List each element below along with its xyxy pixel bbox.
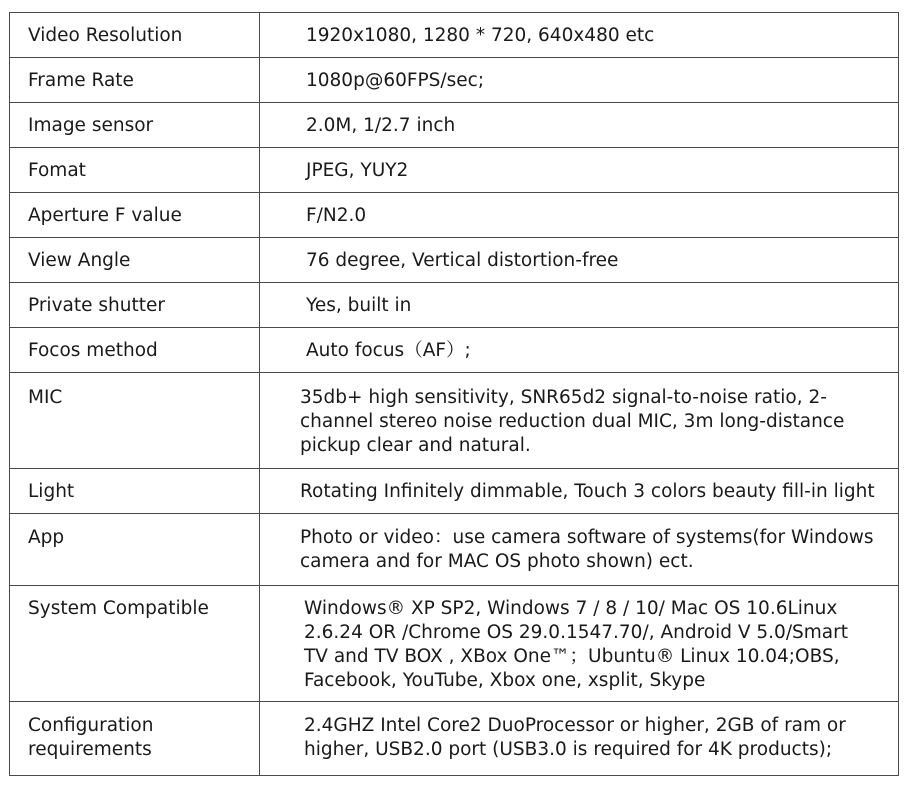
spec-label-cell — [10, 702, 260, 776]
spec-label-cell — [10, 469, 260, 514]
spec-value-cell — [260, 103, 899, 148]
table-row — [10, 514, 899, 586]
spec-label-cell — [10, 13, 260, 58]
spec-value-cell — [260, 514, 899, 586]
spec-label-cell — [10, 103, 260, 148]
spec-value: JPEG, YUY2 — [306, 160, 409, 181]
spec-label: Video Resolution — [28, 25, 183, 46]
spec-label: App — [28, 527, 65, 548]
spec-label: Image sensor — [28, 115, 154, 136]
table-row — [10, 58, 899, 103]
table-row — [10, 373, 899, 469]
spec-label-cell — [10, 514, 260, 586]
spec-value: Auto focus（AF）; — [306, 340, 471, 361]
spec-value-cell — [260, 13, 899, 58]
spec-value: F/N2.0 — [306, 205, 367, 226]
table-row — [10, 328, 899, 373]
spec-label: MIC — [28, 387, 63, 408]
spec-value-cell — [260, 238, 899, 283]
spec-label: Private shutter — [28, 295, 165, 316]
spec-value: 2.0M, 1/2.7 inch — [306, 115, 456, 136]
spec-label: Light — [28, 481, 75, 502]
spec-label: Fomat — [28, 160, 86, 181]
table-row — [10, 13, 899, 58]
spec-label-cell — [10, 586, 260, 702]
spec-label-cell — [10, 373, 260, 469]
spec-value-cell — [260, 193, 899, 238]
spec-label: Focos method — [28, 340, 158, 361]
spec-value: 35db+ high sensitivity, SNR65d2 signal-to-noise ratio, 2- channel stereo noise reduction dual MIC, 3m long-distance pickup clear and natural. — [300, 387, 845, 456]
spec-value-cell — [260, 373, 899, 469]
spec-label: Configuration requirements — [28, 715, 154, 760]
spec-value: 2.4GHZ Intel Core2 DuoProcessor or higher, 2GB of ram or higher, USB2.0 port (USB3.0 is required for 4K products); — [304, 715, 846, 760]
spec-label-cell — [10, 328, 260, 373]
table-row — [10, 238, 899, 283]
spec-value-cell — [260, 283, 899, 328]
table-row — [10, 283, 899, 328]
table-row — [10, 702, 899, 776]
spec-value-cell — [260, 148, 899, 193]
spec-table — [9, 12, 899, 776]
spec-value: Yes, built in — [306, 295, 412, 316]
spec-value-cell — [260, 586, 899, 702]
table-row — [10, 193, 899, 238]
spec-label-cell — [10, 193, 260, 238]
spec-label-cell — [10, 58, 260, 103]
spec-value-cell — [260, 328, 899, 373]
table-row — [10, 103, 899, 148]
spec-label-cell — [10, 148, 260, 193]
spec-value: Rotating Infinitely dimmable, Touch 3 colors beauty fill-in light — [300, 481, 875, 502]
spec-label: View Angle — [28, 250, 131, 271]
table-row — [10, 469, 899, 514]
spec-value: 1920x1080, 1280 * 720, 640x480 etc — [306, 25, 655, 46]
table-row — [10, 586, 899, 702]
spec-value: 76 degree, Vertical distortion-free — [306, 250, 619, 271]
table-row — [10, 148, 899, 193]
spec-value: Photo or video：use camera software of systems(for Windows camera and for MAC OS photo shown) ect. — [300, 527, 874, 572]
spec-label: System Compatible — [28, 598, 209, 619]
spec-value-cell — [260, 702, 899, 776]
spec-value: Windows® XP SP2, Windows 7 / 8 / 10/ Mac OS 10.6Linux 2.6.24 OR /Chrome OS 29.0.1547.70/, Android V 5.0/Smart TV and TV BOX , XBox One™；Ubuntu® Linux 10.04;OBS, Facebook, YouTube, Xbox one, xsplit, Skype — [304, 598, 849, 691]
spec-label: Aperture F value — [28, 205, 182, 226]
spec-value-cell — [260, 58, 899, 103]
spec-value-cell — [260, 469, 899, 514]
spec-label-cell — [10, 283, 260, 328]
spec-label-cell — [10, 238, 260, 283]
spec-label: Frame Rate — [28, 70, 134, 91]
spec-value: 1080p@60FPS/sec; — [306, 70, 485, 91]
